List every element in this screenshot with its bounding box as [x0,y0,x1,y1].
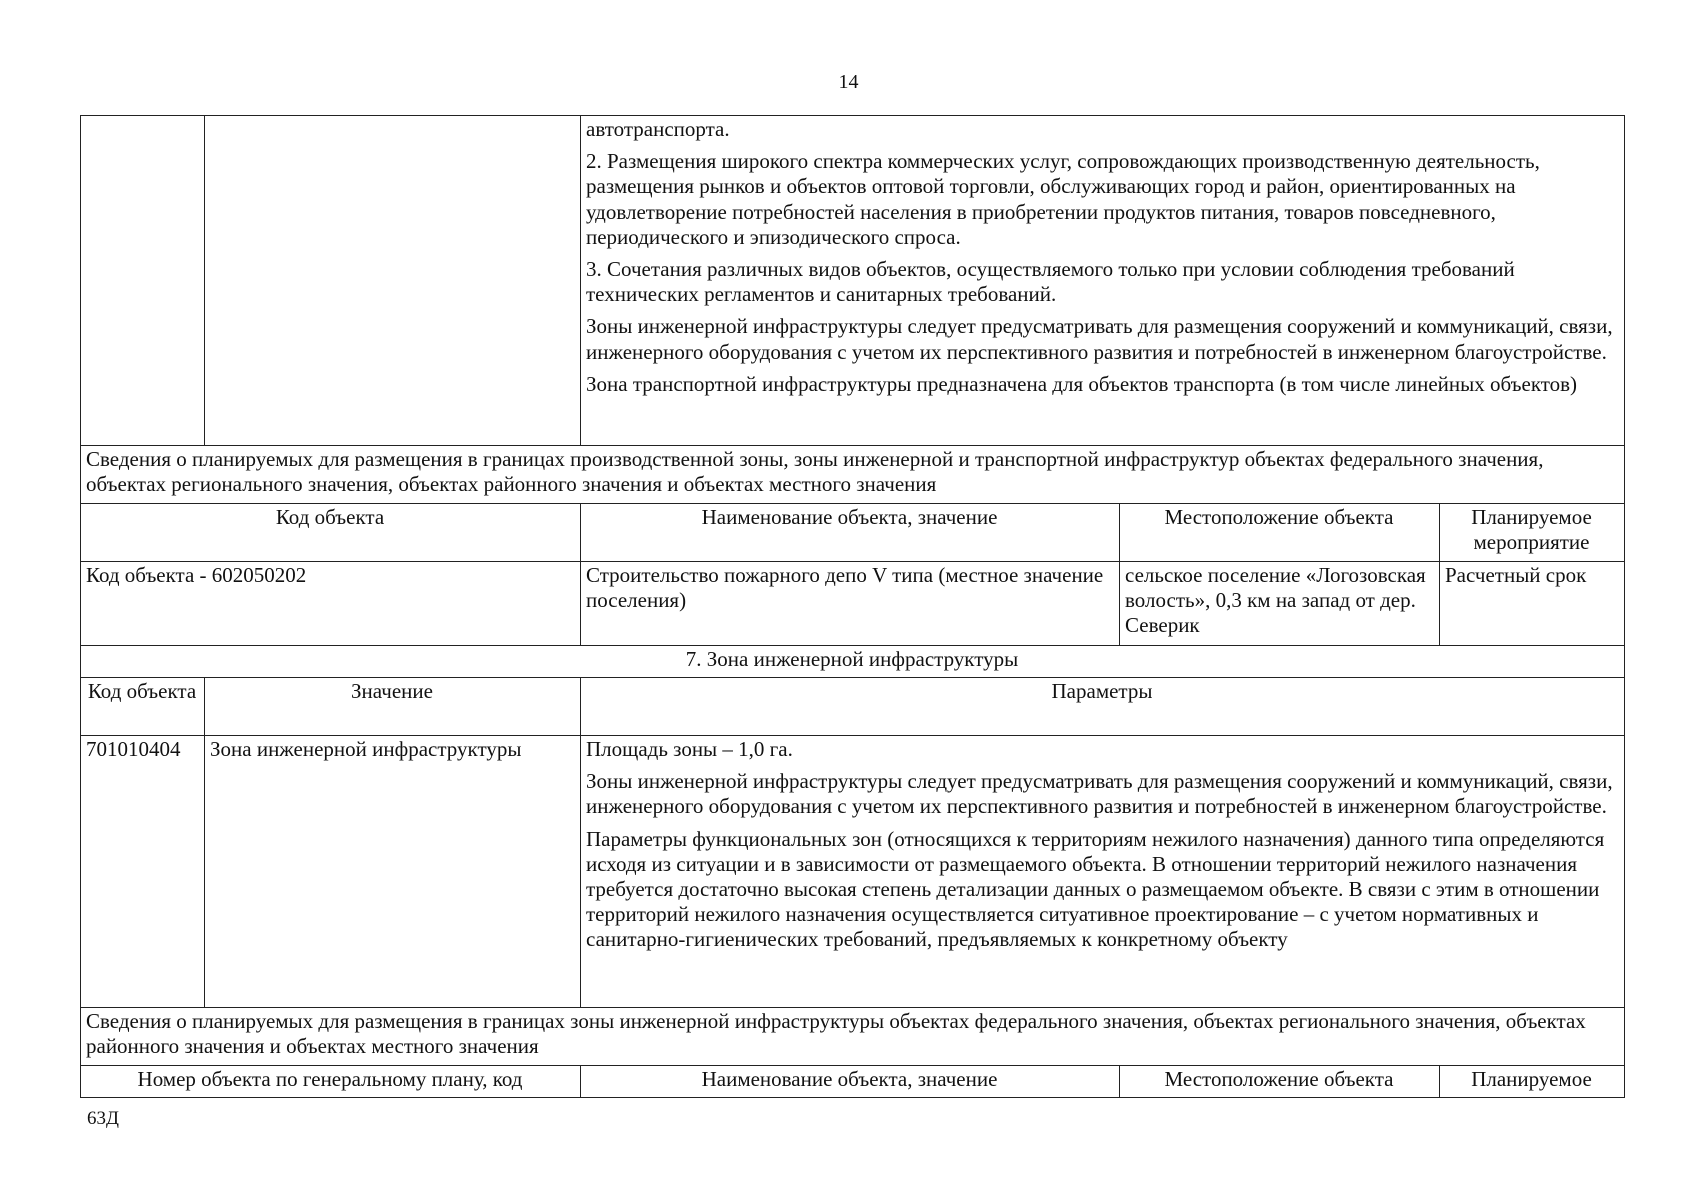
section-heading-row [81,1008,1625,1066]
object-location: сельское поселение «Логозовская волость», 0,3 км на запад от дер. Северик [1120,562,1440,646]
paragraph: Площадь зоны – 1,0 га. [586,737,793,761]
column-header: Планируемое [1440,1066,1625,1098]
section-heading: Сведения о планируемых для размещения в границах производственной зоны, зоны инженерной и транспортной инфраструктур объектах федерального значения, объектах регионального значения, объектах районного значения и объектах местного значения [81,446,1625,504]
paragraph: 2. Размещения широкого спектра коммерческих услуг, сопровождающих производственную деятельность, размещения рынков и объектов оптовой торговли, обслуживающих город и район, ориентированных на удовлетворение потребностей населения в приобретении продуктов питания, товаров повседневного, периодического и эпизодического спроса. [586,149,1540,249]
column-header: Наименование объекта, значение [581,1066,1120,1098]
zone-value: Зона инженерной инфраструктуры [205,736,581,1008]
continuation-text [581,116,1625,446]
paragraph: 3. Сочетания различных видов объектов, осуществляемого только при условии соблюдения требований технических регламентов и санитарных требований. [586,256,1515,307]
column-header: Наименование объекта, значение [581,504,1120,562]
section-title: 7. Зона инженерной инфраструктуры [81,646,1625,678]
section-heading-row [81,446,1625,504]
table-row [81,562,1625,646]
column-header: Номер объекта по генеральному плану, код [81,1066,581,1098]
empty-cell [81,116,205,446]
paragraph: Параметры функциональных зон (относящихся к территориям нежилого назначения) данного типа определяются исходя из ситуации и в зависимости от размещаемого объекта. В отношении территорий нежилого назначения требуется достаточно высокая степень детализации данных о размещаемом объекте. В связи с этим в отношении территорий нежилого назначения осуществляется ситуативное проектирование – с учетом нормативных и санитарно-гигиенических требований, предъявляемых к конкретному объекту [586,826,1605,952]
column-header: Код объекта [81,678,205,736]
empty-cell [205,116,581,446]
zone-code: 701010404 [81,736,205,1008]
footer-code: 63Д [87,1108,119,1129]
section-title-row [81,646,1625,678]
paragraph: Зоны инженерной инфраструктуры следует предусматривать для размещения сооружений и коммуникаций, связи, инженерного оборудования с учетом их перспективного развития и потребностей в инженерном благоустройстве. [586,314,1613,364]
column-header: Значение [205,678,581,736]
planned-event: Расчетный срок [1440,562,1625,646]
table-header-row [81,1066,1625,1098]
table-header-row [81,504,1625,562]
column-header: Код объекта [81,504,581,562]
object-name: Строительство пожарного депо V типа (местное значение поселения) [581,562,1120,646]
section-heading: Сведения о планируемых для размещения в границах зоны инженерной инфраструктуры объектах федерального значения, объектах регионального значения, объектах районного значения и объектах местного значения [81,1008,1625,1066]
table-row [81,736,1625,1008]
continuation-row [81,116,1625,446]
paragraph: автотранспорта. [586,117,730,141]
column-header: Параметры [581,678,1625,736]
document-table [80,115,1625,1098]
page-number: 14 [838,71,859,93]
column-header: Местоположение объекта [1120,504,1440,562]
paragraph: Зоны инженерной инфраструктуры следует предусматривать для размещения сооружений и коммуникаций, связи, инженерного оборудования с учетом их перспективного развития и потребностей в инженерном благоустройстве. [586,769,1613,819]
paragraph: Зона транспортной инфраструктуры предназначена для объектов транспорта (в том числе линейных объектов) [586,371,1578,396]
object-code: Код объекта - 602050202 [81,562,581,646]
column-header: Местоположение объекта [1120,1066,1440,1098]
table-header-row [81,678,1625,736]
zone-params [581,736,1625,1008]
column-header: Планируемое мероприятие [1440,504,1625,562]
